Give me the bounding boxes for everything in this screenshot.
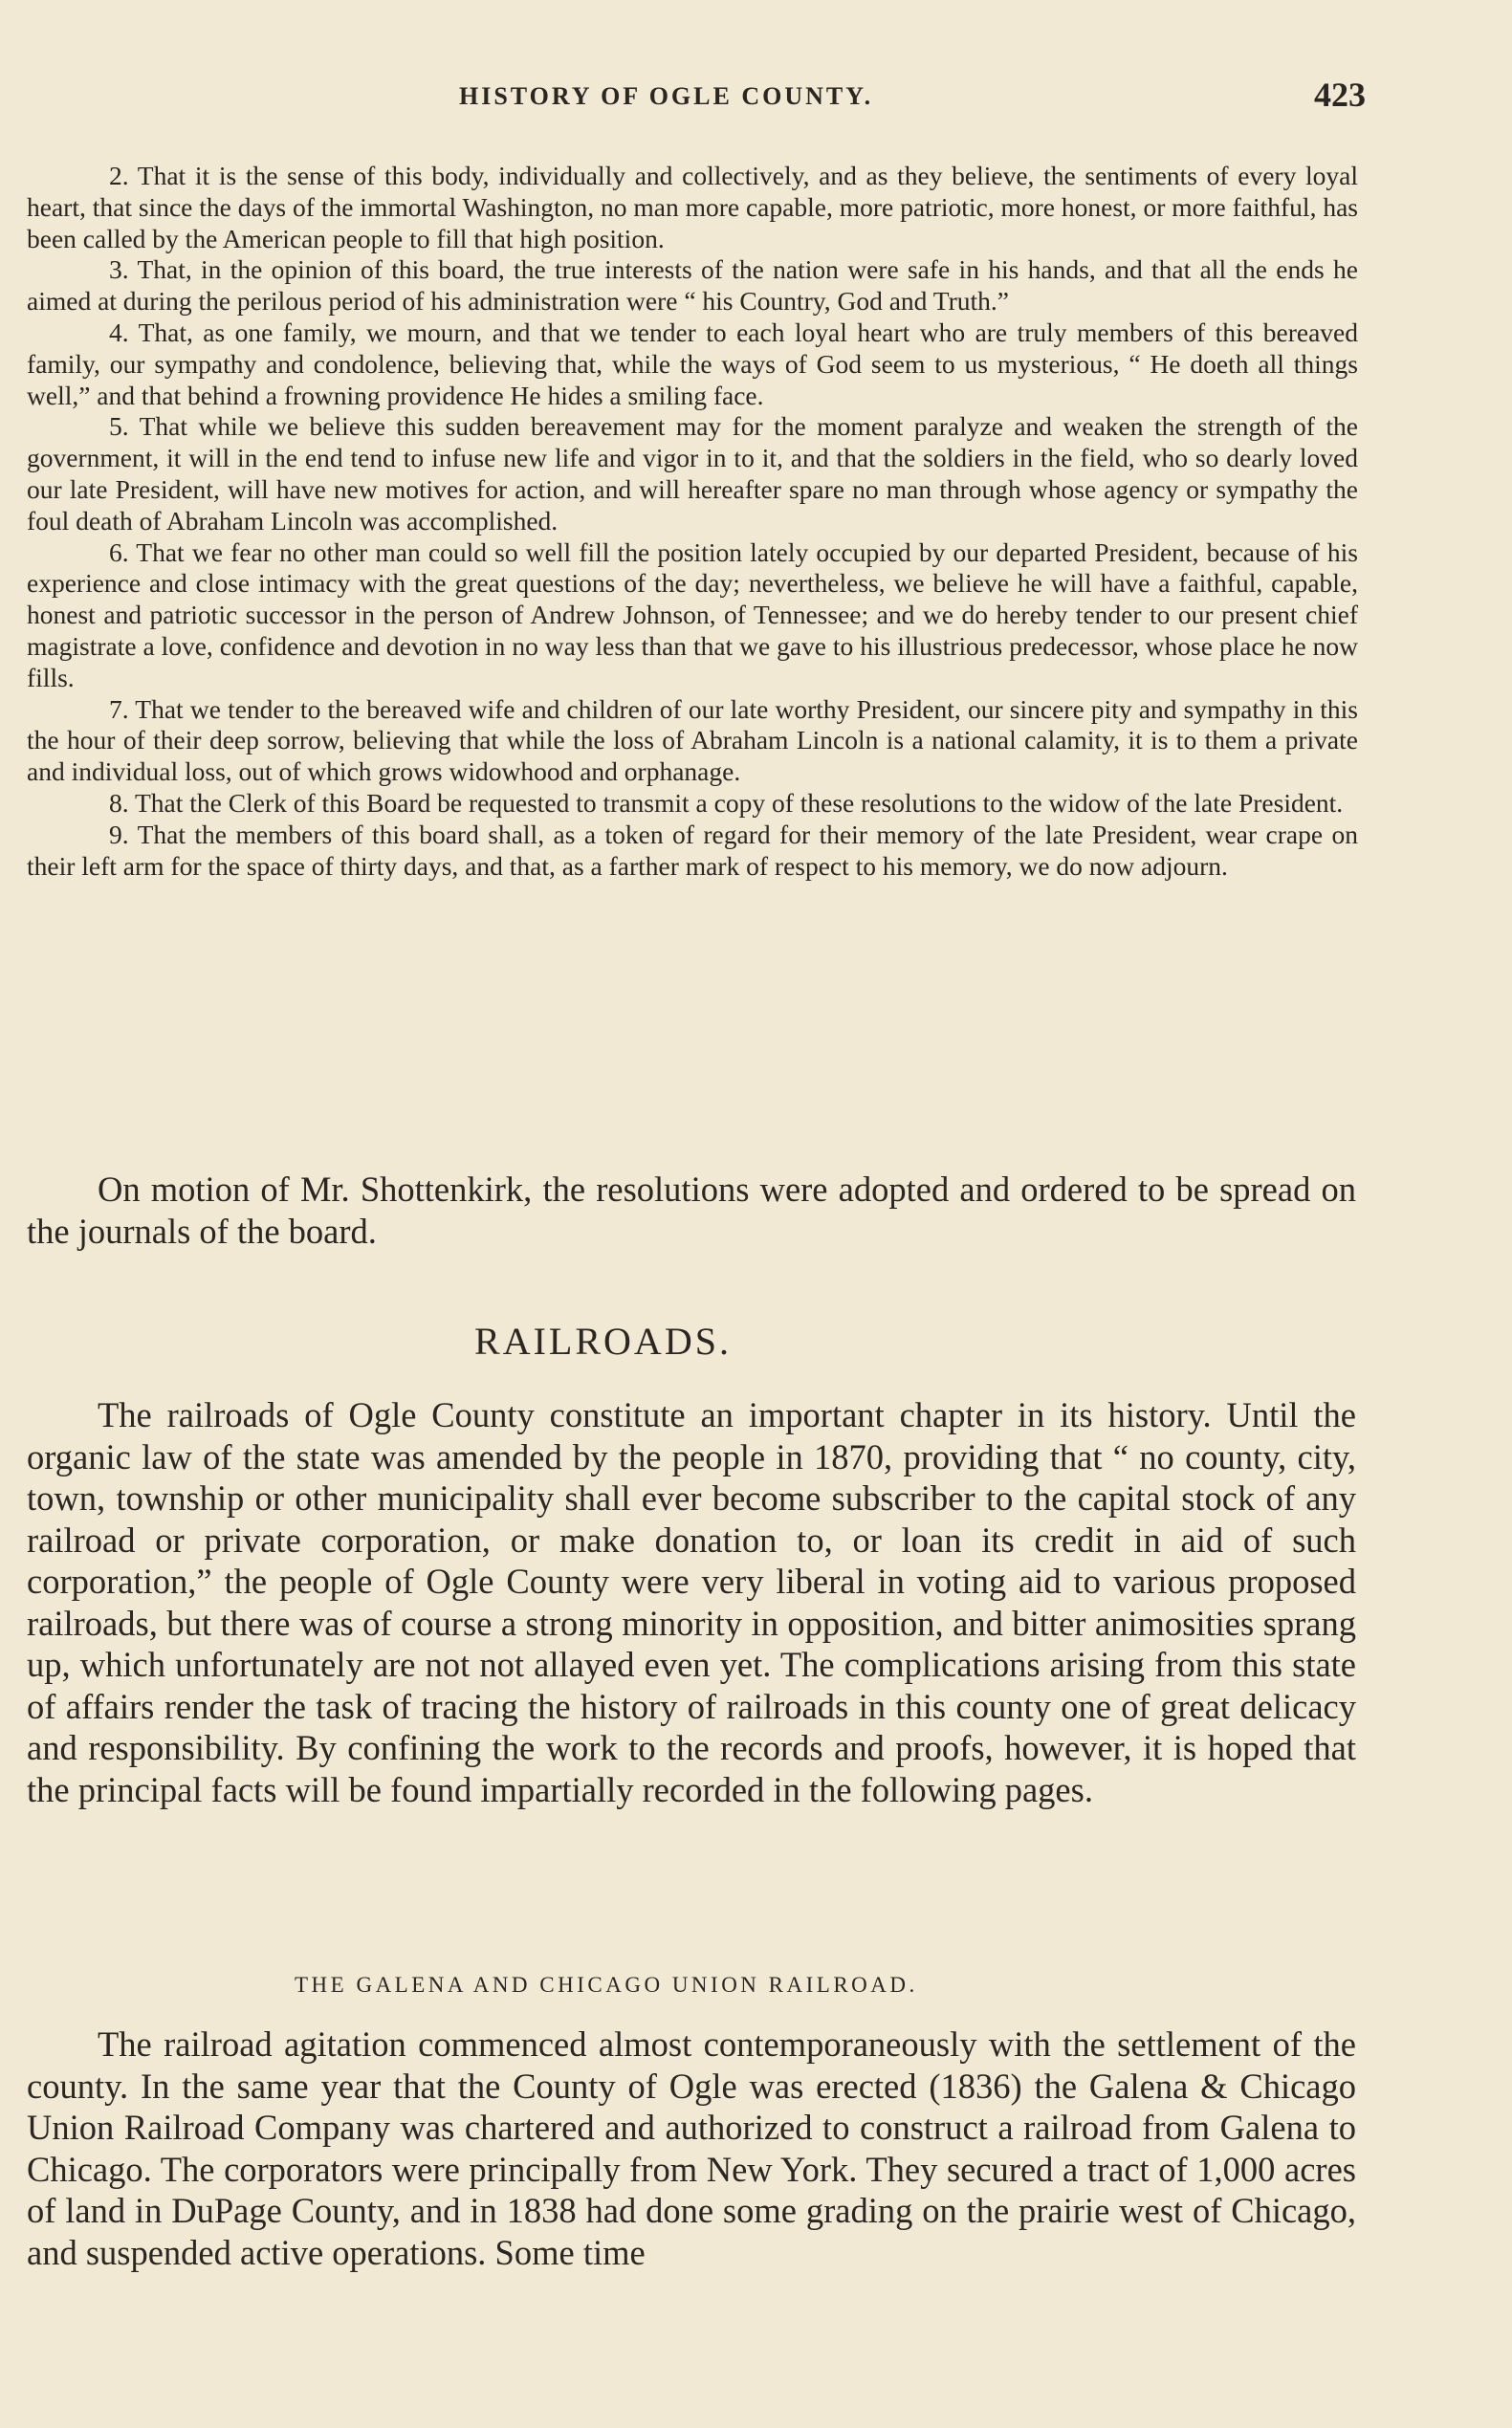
running-head: HISTORY OF OGLE COUNTY. xyxy=(459,82,874,110)
railroads-text: The railroads of Ogle County constitute an important chapter in its history. Until the organic law of the state was amended by the people in 1870, providing that “ no county, city, town, township or other municipality shall ever become subscriber to the capital stock of any railroad or private corporation, or make donation to, or loan its credit in aid of such corporation,” the people of Ogle County were very liberal in voting aid to various proposed railroads, but there was of course a strong minority in opposition, and bitter animosities sprang up, which unfortunately are not not allayed even yet. The complications arising from this state of affairs render the task of tracing the history of railroads in this county one of great delicacy and responsibility. By confining the work to the records and proofs, however, it is hoped that the principal facts will be found impartially recorded in the following pages. xyxy=(27,1395,1356,1809)
galena-text: The railroad agitation commenced almost contemporaneously with the settlement of the county. In the same year that the County of Ogle was erected (1836) the Galena & Chicago Union Railroad Company was chartered and authorized to construct a railroad from Galena to Chicago. The corporators were principally from New York. They secured a tract of 1,000 acres of land in DuPage County, and in 1838 had done some grading on the prairie west of Chicago, and suspended active operations. Some time xyxy=(27,2024,1356,2272)
resolution-9: 9. That the members of this board shall, as a token of regard for their memory of the late President, wear crape on their left arm for the space of thirty days, and that, as a farther mark of respect to his memory, we do now adjourn. xyxy=(27,819,1358,881)
resolution-7: 7. That we tender to the bereaved wife and children of our late worthy President, our sincere pity and sympathy in this the hour of their deep sorrow, believing that while the loss of Abraham Lincoln is a national calamity, it is to them a private and individual loss, out of which grows widowhood and orphanage. xyxy=(27,693,1358,787)
resolutions-list xyxy=(27,161,1358,882)
railroads-paragraph xyxy=(27,1394,1356,1810)
motion-paragraph xyxy=(27,1169,1356,1252)
resolution-2: 2. That it is the sense of this body, individually and collectively, and as they believe, the sentiments of every loyal heart, that since the days of the immortal Washington, no man more capable, more patriotic, more honest, or more faithful, has been called by the American people to fill that high position. xyxy=(27,161,1358,253)
section-title-railroads: RAILROADS. xyxy=(474,1320,732,1363)
motion-text: On motion of Mr. Shottenkirk, the resolutions were adopted and ordered to be spread on the journals of the board. xyxy=(27,1170,1356,1251)
resolution-6: 6. That we fear no other man could so well fill the position lately occupied by our departed President, because of his experience and close intimacy with the great questions of the day; nevertheless, we believe he will have a faithful, capable, honest and patriotic successor in the person of Andrew Johnson, of Tennessee; and we do hereby tender to our present chief magistrate a love, confidence and devotion in no way less than that we gave to his illustrious predecessor, whose place he now fills. xyxy=(27,536,1358,692)
resolution-8: 8. That the Clerk of this Board be requested to transmit a copy of these resolutions to the widow of the late President. xyxy=(109,787,1344,818)
galena-paragraph xyxy=(27,2023,1356,2273)
subsection-title-galena: THE GALENA AND CHICAGO UNION RAILROAD. xyxy=(295,1973,918,1997)
resolution-4: 4. That, as one family, we mourn, and that we tender to each loyal heart who are truly members of this bereaved family, our sympathy and condolence, believing that, while the ways of God seem to us mysterious, “ He doeth all things well,” and that behind a frowning providence He hides a smiling face. xyxy=(27,317,1358,410)
resolution-3: 3. That, in the opinion of this board, the true interests of the nation were safe in his hands, and that all the ends he aimed at during the perilous period of his administration were “ his Country, God and Truth.” xyxy=(27,254,1358,317)
resolution-5: 5. That while we believe this sudden bereavement may for the moment paralyze and weaken the strength of the government, it will in the end tend to infuse new life and vigor in to it, and that the soldiers in the field, who so dearly loved our late President, will have new motives for action, and will hereafter spare no man through whose agency or sympathy the foul death of Abraham Lincoln was accomplished. xyxy=(27,411,1358,536)
page-header xyxy=(27,75,1366,117)
page-number: 423 xyxy=(1314,76,1366,114)
